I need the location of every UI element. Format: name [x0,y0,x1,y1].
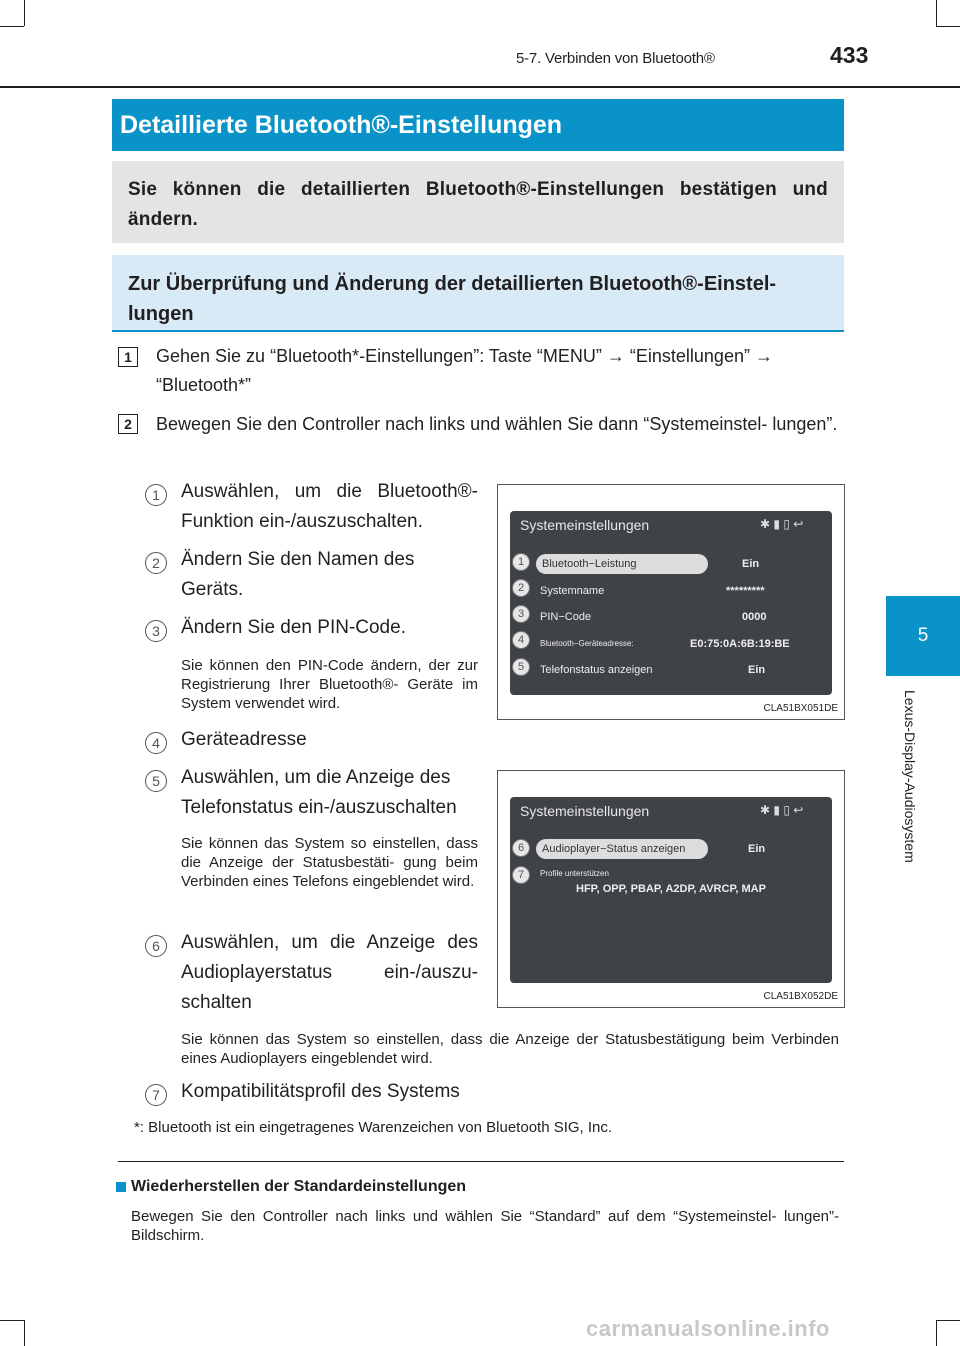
restore-text: Bewegen Sie den Controller nach links und wählen Sie “Standard” auf dem “Systemeinstel- lungen”-Bildschirm. [131,1208,839,1244]
step-text: Gehen Sie zu “Bluetooth*-Einstellungen”: Taste “MENU” → “Einstellungen” → “Bluetooth*” [156,346,773,395]
crop-mark [0,26,24,27]
image-code: CLA51BX051DE [763,703,838,714]
square-bullet-icon [116,1182,126,1192]
callout-1: 1 [512,553,530,571]
item-note: Sie können das System so einstellen, dass die Anzeige der Statusbestäti- gung beim Verbinden eines Telefons eingeblendet wird. [181,835,478,890]
crop-mark [0,1320,24,1321]
status-icons: ✱ ▮ ▯ ↩ [760,803,804,817]
setting-row-label: Profile unterstützen [540,869,609,878]
display-screen [510,511,832,695]
crop-mark [24,0,25,26]
running-header: 5-7. Verbinden von Bluetooth® [516,50,715,67]
setting-row-value: Ein [742,558,760,570]
callout-7: 7 [512,866,530,884]
screenshot-system-settings-1 [497,484,845,720]
subheading: Zur Überprüfung und Änderung der detaillierten Bluetooth®-Einstel- lungen [112,255,844,331]
setting-row-label[interactable]: PIN−Code [540,611,592,623]
callout-6: 6 [512,839,530,857]
item-number: 4 [145,732,167,754]
subheading-rule [112,330,844,332]
image-code: CLA51BX052DE [763,991,838,1002]
item-text: Auswählen, um die Anzeige des Telefonstatus ein-/auszuschalten [181,767,457,818]
watermark: carmanualsonline.info [586,1316,830,1341]
setting-row-value: HFP, OPP, PBAP, A2DP, AVRCP, MAP [576,883,766,895]
item-text: Ändern Sie den Namen des Geräts. [181,549,415,600]
callout-2: 2 [512,579,530,597]
item-text: Kompatibilitätsprofil des Systems [181,1081,460,1102]
setting-row-value: ********* [726,585,765,597]
crop-mark [24,1320,25,1346]
page-title: Detaillierte Bluetooth®-Einstellungen [112,99,844,151]
callout-5: 5 [512,658,530,676]
display-screen [510,797,832,983]
intro-box: Sie können die detaillierten Bluetooth®-Einstellungen bestätigen und ändern. [112,161,844,243]
setting-row-label: Bluetooth−Geräteadresse: [540,639,634,648]
crop-mark [936,1320,960,1321]
step-text: Bewegen Sie den Controller nach links und wählen Sie dann “Systemeinstel- lungen”. [156,414,838,434]
setting-row-value: 0000 [742,611,767,623]
screenshot-system-settings-2 [497,770,845,1008]
crop-mark [936,0,937,26]
item-number: 3 [145,620,167,642]
item-text: Geräteadresse [181,729,307,750]
setting-row-label[interactable]: Audioplayer−Status anzeigen [536,839,708,859]
setting-row-label[interactable]: Bluetooth−Leistung [536,554,708,574]
setting-row-value: Ein [748,664,766,676]
item-number: 5 [145,770,167,792]
item-number: 2 [145,552,167,574]
chapter-label: Lexus-Display-Audiosystem [902,690,918,863]
item-number: 1 [145,484,167,506]
setting-row-value: Ein [748,843,766,855]
setting-row-value: E0:75:0A:6B:19:BE [690,638,790,650]
screen-title: Systemeinstellungen [520,803,650,819]
item-number: 7 [145,1084,167,1106]
item-note: Sie können den PIN-Code ändern, der zur Registrierung Ihrer Bluetooth®- Geräte im System verwendet wird. [181,657,478,712]
callout-3: 3 [512,605,530,623]
step-number: 2 [118,414,138,434]
section-divider [118,1161,844,1162]
header-rule [0,86,960,88]
chapter-tab: 5 [886,596,960,676]
item-text: Auswählen, um die Anzeige des Audioplayerstatus ein-/auszu- schalten [181,932,478,1013]
restore-heading: Wiederherstellen der Standardeinstellungen [131,1178,467,1195]
item-text: Ändern Sie den PIN-Code. [181,617,406,638]
callout-4: 4 [512,631,530,649]
footnote: *: Bluetooth ist ein eingetragenes Warenzeichen von Bluetooth SIG, Inc. [134,1119,613,1136]
item-number: 6 [145,935,167,957]
setting-row-label[interactable]: Systemname [540,585,605,597]
item-note: Sie können das System so einstellen, dass die Anzeige der Statusbestätigung beim Verbinden eines Audioplayers eingeblendet wird. [181,1031,839,1067]
setting-row-label[interactable]: Telefonstatus anzeigen [540,664,653,676]
status-icons: ✱ ▮ ▯ ↩ [760,517,804,531]
page-number: 433 [830,42,869,68]
step-number: 1 [118,347,138,367]
crop-mark [936,1320,937,1346]
item-text: Auswählen, um die Bluetooth®- Funktion ein-/auszuschalten. [181,481,478,532]
crop-mark [936,26,960,27]
screen-title: Systemeinstellungen [520,517,650,533]
